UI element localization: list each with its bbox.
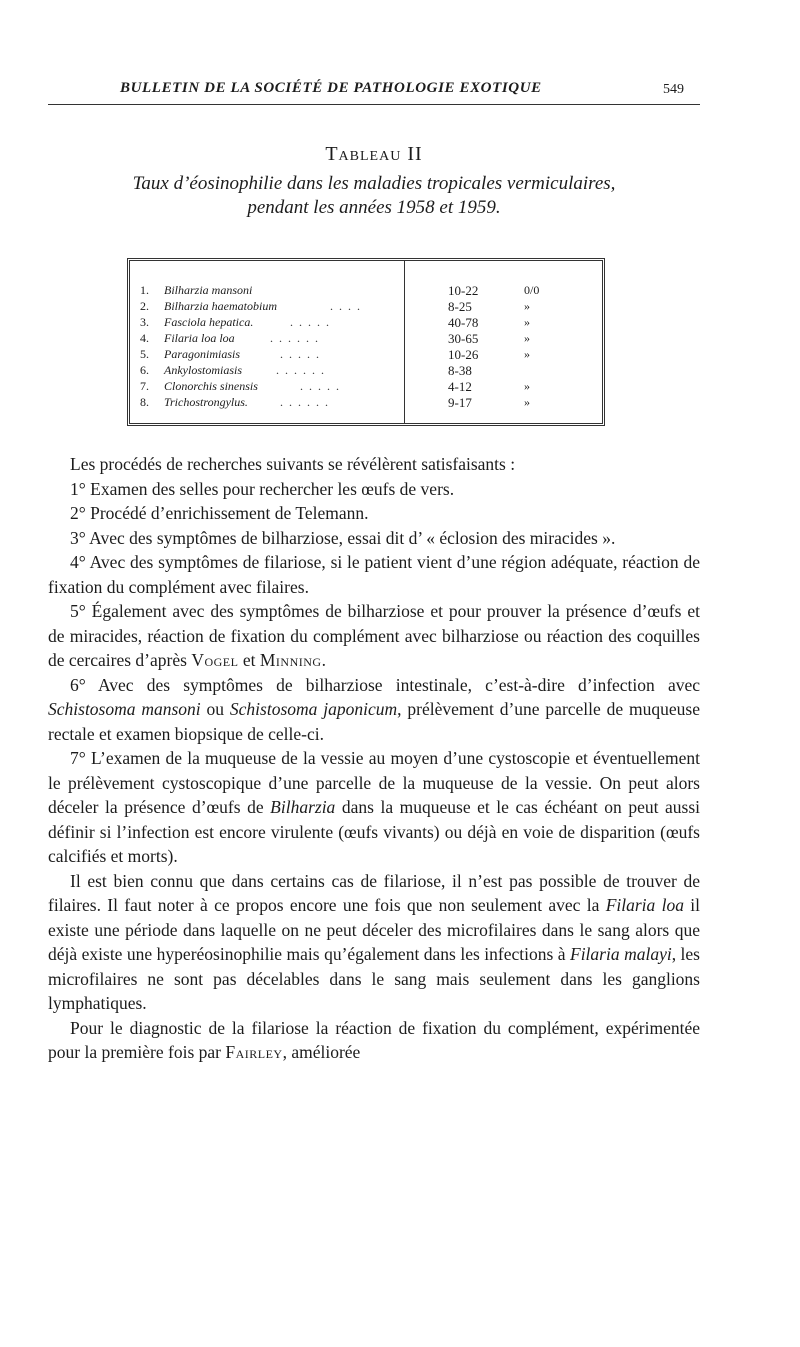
leader-dots: . . . . . .	[276, 363, 324, 377]
eosinophilia-range: 9-17	[448, 395, 472, 410]
p8-c: , les microfilaires ne sont pas décelables dans le sang mais seulement dans les ganglions lymphatiques.	[48, 944, 700, 1013]
unit: »	[524, 347, 530, 361]
unit: »	[524, 315, 530, 329]
row-number: 1.	[140, 283, 149, 297]
p5-and: et	[242, 650, 256, 670]
disease-name: Bilharzia mansoni	[164, 283, 253, 297]
p6-b: , prélèvement d’une parcelle de muqueuse rectale et examen biopsique de celle-ci.	[48, 699, 700, 744]
page-number: 549	[663, 82, 684, 97]
table-row	[130, 363, 602, 379]
table-title	[48, 172, 700, 220]
p8-a: Il est bien connu que dans certains cas de filariose, il n’est pas possible de trouver de filaires. Il faut noter à ce propos encore une fois que non seulement avec la	[48, 870, 700, 915]
table-caption	[48, 143, 700, 220]
paragraph-7	[48, 746, 700, 869]
disease-name: Clonorchis sinensis	[164, 379, 258, 393]
leader-dots: . . . . . .	[270, 331, 318, 345]
table-row	[130, 299, 602, 315]
paragraph-2: 2° Procédé d’enrichissement de Telemann.	[70, 503, 369, 523]
paragraph-8	[48, 869, 700, 1016]
table-row	[130, 315, 602, 331]
unit: 0/0	[524, 283, 540, 297]
paragraph-intro: Les procédés de recherches suivants se révélèrent satisfaisants :	[70, 454, 516, 474]
row-number: 5.	[140, 347, 149, 361]
unit: »	[524, 299, 530, 313]
p6-a: 6° Avec des symptômes de bilharziose intestinale, c’est-à-dire d’infection avec	[70, 674, 700, 695]
unit: »	[524, 395, 530, 409]
disease-name: Trichostrongylus.	[164, 395, 248, 409]
paragraph-6	[48, 673, 700, 747]
leader-dots: . . . .	[330, 299, 360, 313]
p7-b: dans la muqueuse et le cas échéant on peut aussi définir si l’infection est encore virulente (œufs vivants) ou déjà en voie de disparition (œufs calcifiés et morts).	[48, 797, 701, 866]
unit: »	[524, 331, 530, 345]
table-row	[130, 347, 602, 363]
row-number: 4.	[140, 331, 149, 345]
leader-dots: . . . . .	[280, 347, 319, 361]
species-schistosoma-mansoni: Schistosoma mansoni	[48, 699, 201, 719]
disease-name: Fasciola hepatica.	[164, 315, 254, 329]
eosinophilia-range: 10-22	[448, 283, 479, 298]
paragraph-4: 4° Avec des symptômes de filariose, si le patient vient d’une région adéquate, réaction de fixation du complément avec filaires.	[48, 552, 700, 597]
body-text	[48, 452, 700, 1065]
p5-end: .	[321, 650, 326, 670]
paragraph-5	[48, 599, 700, 673]
table-title-line-2: pendant les années 1958 et 1959.	[247, 197, 501, 218]
table-label: Tableau II	[325, 143, 423, 165]
leader-dots: . . . . .	[300, 379, 339, 393]
row-number: 3.	[140, 315, 149, 329]
row-number: 7.	[140, 379, 149, 393]
disease-name: Ankylostomiasis	[164, 363, 242, 377]
species-schistosoma-japonicum: Schistosoma japonicum	[229, 699, 398, 719]
leader-dots: . . . . .	[290, 315, 329, 329]
table-row	[130, 283, 602, 299]
table-row	[130, 395, 602, 411]
row-number: 6.	[140, 363, 149, 377]
paragraph-1: 1° Examen des selles pour rechercher les œufs de vers.	[70, 478, 455, 499]
author-vogel: Vogel	[191, 650, 239, 670]
p9-b: , améliorée	[282, 1042, 361, 1062]
row-number: 8.	[140, 395, 149, 409]
author-minning: Minning	[259, 650, 322, 670]
author-fairley: Fairley	[225, 1042, 283, 1062]
eosinophilia-range: 8-38	[448, 363, 472, 378]
eosinophilia-range: 10-26	[448, 347, 479, 362]
table-title-line-1: Taux d’éosinophilie dans les maladies tropicales vermiculaires,	[132, 173, 616, 194]
table-row	[130, 379, 602, 395]
p5-text: 5° Également avec des symptômes de bilharziose et pour prouver la présence d’œufs et de miracides, réaction de fixation du complément avec bilharziose ou réaction des coquilles de cercaires d’après	[48, 601, 700, 670]
p6-ou: ou	[206, 699, 225, 719]
eosinophilia-range: 8-25	[448, 299, 472, 314]
eosinophilia-range: 40-78	[448, 315, 479, 330]
disease-name: Filaria loa loa	[164, 331, 235, 345]
eosinophilia-table	[127, 258, 605, 426]
unit: »	[524, 379, 530, 393]
paragraph-9	[48, 1016, 700, 1065]
paragraph-3: 3° Avec des symptômes de bilharziose, essai dit d’ « éclosion des miracides ».	[70, 527, 616, 548]
disease-name: Bilharzia haematobium	[164, 299, 277, 313]
species-filaria-malayi: Filaria malayi	[570, 944, 672, 964]
journal-title: BULLETIN DE LA SOCIÉTÉ DE PATHOLOGIE EXOTIQUE	[120, 80, 542, 96]
leader-dots: . . . . . .	[280, 395, 328, 409]
p8-b: il existe une période dans laquelle on ne peut déceler des microfilaires dans le sang alors que déjà existe une hyperéosinophilie mais qu’également dans les infections à	[48, 895, 700, 964]
running-header	[48, 74, 700, 105]
eosinophilia-range: 30-65	[448, 331, 479, 346]
p9-a: Pour le diagnostic de la filariose la réaction de fixation du complément, expérimentée pour la première fois par	[48, 1017, 700, 1062]
p7-a: 7° L’examen de la muqueuse de la vessie au moyen d’une cystoscopie et éventuellement le prélèvement cystoscopique d’une parcelle de la muqueuse de la vessie. On peut alors déceler la présence d’œufs de	[48, 748, 700, 817]
table-row	[130, 331, 602, 347]
eosinophilia-range: 4-12	[448, 379, 472, 394]
species-filaria-loa: Filaria loa	[605, 895, 684, 915]
disease-name: Paragonimiasis	[164, 347, 241, 361]
row-number: 2.	[140, 299, 149, 313]
genus-bilharzia: Bilharzia	[270, 797, 336, 817]
